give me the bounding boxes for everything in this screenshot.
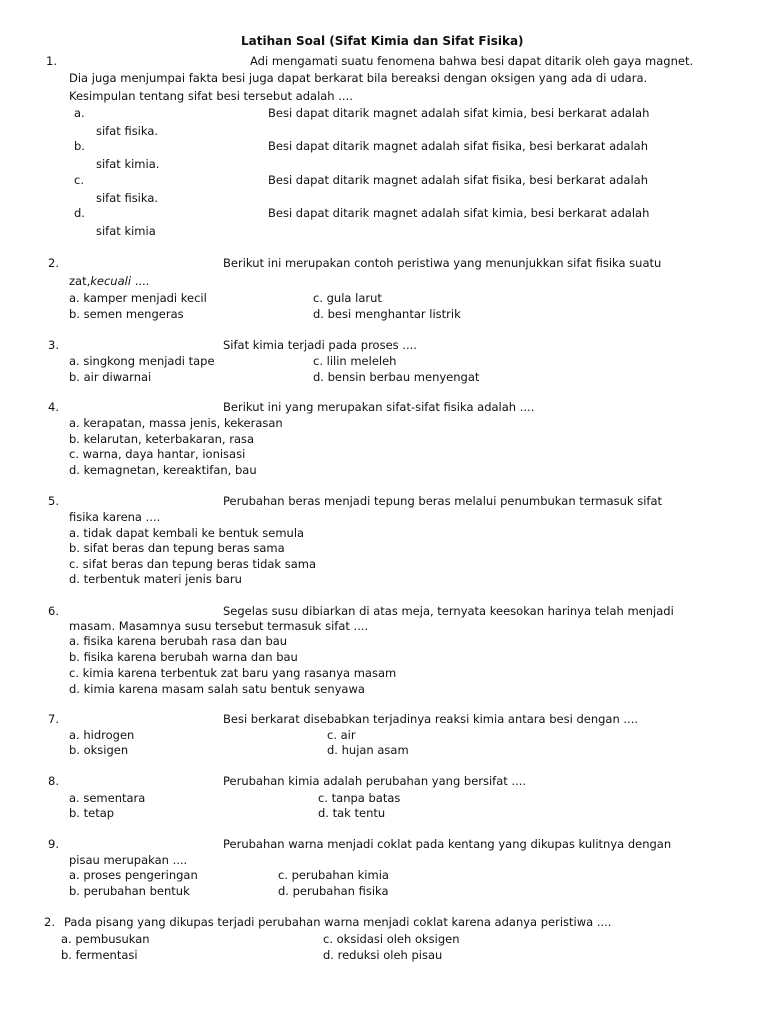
option-c: c. tanpa batas — [318, 791, 401, 805]
option-a: a. proses pengeringan — [69, 868, 198, 882]
option-c: Besi dapat ditarik magnet adalah sifat fisika, besi berkarat adalah — [268, 173, 648, 187]
option-d-continued: sifat kimia — [96, 224, 156, 238]
question-text: Besi berkarat disebabkan terjadinya reaksi kimia antara besi dengan .... — [223, 712, 639, 726]
option-a-continued: sifat fisika. — [96, 124, 159, 138]
option-d: d. terbentuk materi jenis baru — [69, 572, 242, 586]
option-letter: d. — [74, 206, 85, 220]
option-b: b. oksigen — [69, 743, 129, 757]
option-a: a. kerapatan, massa jenis, kekerasan — [69, 416, 283, 430]
question-number: 1. — [46, 54, 57, 68]
question-text: Segelas susu dibiarkan di atas meja, ternyata keesokan harinya telah menjadi — [223, 604, 674, 618]
question-number: 6. — [48, 604, 59, 618]
question-text: Adi mengamati suatu fenomena bahwa besi dapat ditarik oleh gaya magnet. — [250, 54, 694, 68]
option-a: a. tidak dapat kembali ke bentuk semula — [69, 526, 305, 540]
question-text-continued: pisau merupakan .... — [69, 853, 188, 867]
option-c-continued: sifat fisika. — [96, 191, 159, 205]
option-b-continued: sifat kimia. — [96, 157, 160, 171]
emphasis-kecuali: kecuali — [90, 274, 132, 288]
question-text: Berikut ini merupakan contoh peristiwa yang menunjukkan sifat fisika suatu — [223, 256, 662, 270]
option-a: a. sementara — [69, 791, 146, 805]
question-number: 2. — [48, 256, 59, 270]
option-a: a. singkong menjadi tape — [69, 354, 215, 368]
option-d: d. reduksi oleh pisau — [323, 948, 443, 962]
option-a: a. kamper menjadi kecil — [69, 291, 207, 305]
option-b: b. fermentasi — [61, 948, 138, 962]
question-text: Perubahan kimia adalah perubahan yang bersifat .... — [223, 774, 527, 788]
option-b: b. tetap — [69, 806, 115, 820]
option-b: b. semen mengeras — [69, 307, 184, 321]
question-text: Pada pisang yang dikupas terjadi perubahan warna menjadi coklat karena adanya peristiwa .... — [64, 915, 612, 929]
option-c: c. gula larut — [313, 291, 382, 305]
question-text-continued: fisika karena .... — [69, 510, 161, 524]
question-text: Kesimpulan tentang sifat besi tersebut adalah .... — [69, 89, 353, 103]
option-b: b. sifat beras dan tepung beras sama — [69, 541, 285, 555]
question-number: 5. — [48, 494, 59, 508]
option-c: c. lilin meleleh — [313, 354, 397, 368]
option-c: c. air — [327, 728, 356, 742]
question-text: Perubahan warna menjadi coklat pada kentang yang dikupas kulitnya dengan — [223, 837, 672, 851]
question-text: Perubahan beras menjadi tepung beras melalui penumbukan termasuk sifat — [223, 494, 663, 508]
question-text-continued — [69, 274, 149, 288]
option-d: d. perubahan fisika — [278, 884, 389, 898]
option-d: d. besi menghantar listrik — [313, 307, 461, 321]
option-a: a. fisika karena berubah rasa dan bau — [69, 634, 288, 648]
question-number: 2. — [44, 915, 55, 929]
page-title: Latihan Soal (Sifat Kimia dan Sifat Fisika) — [241, 34, 524, 48]
option-c: c. oksidasi oleh oksigen — [323, 932, 460, 946]
option-d: d. tak tentu — [318, 806, 386, 820]
question-text: zat, — [69, 274, 91, 288]
question-number: 8. — [48, 774, 59, 788]
question-number: 7. — [48, 712, 59, 726]
option-letter: b. — [74, 139, 85, 153]
option-b: Besi dapat ditarik magnet adalah sifat fisika, besi berkarat adalah — [268, 139, 648, 153]
option-a: a. pembusukan — [61, 932, 150, 946]
option-b: b. air diwarnai — [69, 370, 152, 384]
question-text: Dia juga menjumpai fakta besi juga dapat berkarat bila bereaksi dengan oksigen yang ada di udara. — [69, 71, 648, 85]
option-c: c. sifat beras dan tepung beras tidak sama — [69, 557, 317, 571]
option-c: c. warna, daya hantar, ionisasi — [69, 447, 246, 461]
option-c: c. perubahan kimia — [278, 868, 389, 882]
option-b: b. fisika karena berubah warna dan bau — [69, 650, 298, 664]
option-letter: a. — [74, 106, 85, 120]
option-b: b. perubahan bentuk — [69, 884, 190, 898]
question-number: 3. — [48, 338, 59, 352]
option-d: Besi dapat ditarik magnet adalah sifat kimia, besi berkarat adalah — [268, 206, 650, 220]
question-number: 9. — [48, 837, 59, 851]
option-a: Besi dapat ditarik magnet adalah sifat kimia, besi berkarat adalah — [268, 106, 650, 120]
question-text: .... — [131, 274, 150, 288]
question-text: Sifat kimia terjadi pada proses .... — [223, 338, 417, 352]
option-a: a. hidrogen — [69, 728, 135, 742]
option-d: d. bensin berbau menyengat — [313, 370, 480, 384]
question-text: Berikut ini yang merupakan sifat-sifat fisika adalah .... — [223, 400, 535, 414]
option-d: d. kimia karena masam salah satu bentuk senyawa — [69, 682, 365, 696]
option-d: d. hujan asam — [327, 743, 409, 757]
option-b: b. kelarutan, keterbakaran, rasa — [69, 432, 255, 446]
option-c: c. kimia karena terbentuk zat baru yang rasanya masam — [69, 666, 397, 680]
question-number: 4. — [48, 400, 59, 414]
option-d: d. kemagnetan, kereaktifan, bau — [69, 463, 257, 477]
option-letter: c. — [74, 173, 84, 187]
question-text-continued: masam. Masamnya susu tersebut termasuk sifat .... — [69, 619, 369, 633]
